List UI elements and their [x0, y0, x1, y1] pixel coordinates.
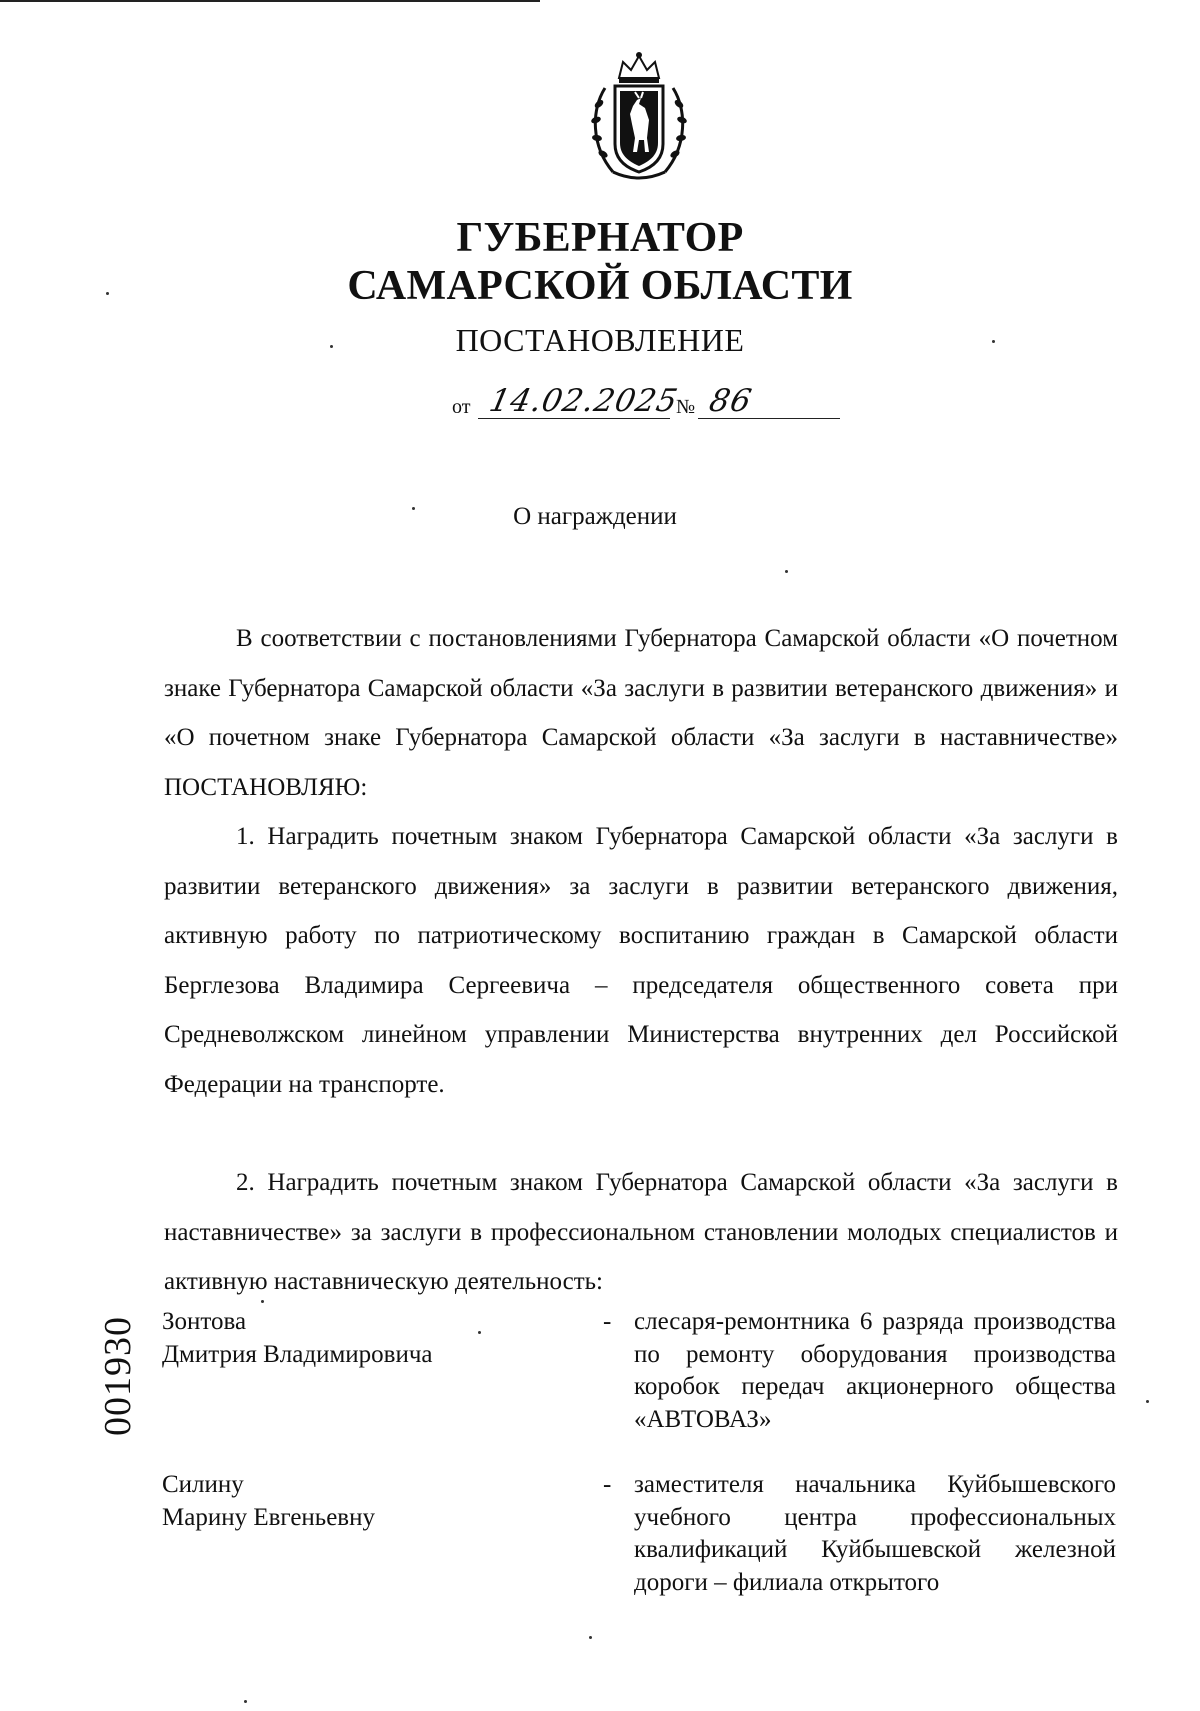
date-prefix: от [452, 396, 471, 418]
awardee-2-given-names: Марину Евгеньевну [162, 1503, 375, 1531]
document-type-title: ПОСТАНОВЛЕНИЕ [455, 322, 745, 358]
awardee-1-name [162, 1306, 582, 1371]
preamble-paragraph [164, 614, 1118, 812]
scan-top-edge-line [0, 0, 540, 2]
item-1-text: 1. Наградить почетным знаком Губернатора Самарской области «За заслуги в развитии ветеранского движения» за заслуги в развитии ветеранского движения, активную работу по патриотическому воспитанию граждан в Самарской области Берглезова Владимира Сергеевича – председателя общественного совета при Средневолжском линейном управлении Министерства внутренних дел Российской Федерации на транспорте. [164, 823, 1118, 1098]
handwritten-date: 14.02.2025 [486, 383, 682, 419]
margin-serial-stamp: 001930 [97, 1316, 139, 1436]
awardee-1-surname: Зонтова [162, 1308, 247, 1335]
scan-speck [589, 1636, 592, 1639]
organization-title-line-1: ГУБЕРНАТОР [456, 215, 744, 261]
scan-speck [330, 345, 333, 348]
awardee-1-given-names: Дмитрия Владимировича [162, 1340, 433, 1368]
organization-title-line-2: САМАРСКОЙ ОБЛАСТИ [347, 263, 853, 309]
date-field [478, 383, 682, 419]
awardee-2-position: заместителя начальника Куйбышевского учебного центра профессиональных квалификаций Куйбышевской железной дороги – филиала открытого [634, 1471, 1116, 1596]
scan-speck [261, 1300, 264, 1303]
handwritten-number: 86 [706, 383, 756, 419]
item-2-text: 2. Наградить почетным знаком Губернатора Самарской области «За заслуги в наставничестве» за заслуги в профессиональном становлении молодых специалистов и активную наставническую деятельность: [164, 1169, 1118, 1295]
samara-coat-of-arms-icon [583, 48, 695, 188]
scan-speck [244, 1700, 247, 1703]
document-subject: О награждении [513, 503, 677, 530]
preamble-text: В соответствии с постановлениями Губернатора Самарской области «О почетном знаке Губернатора Самарской области «За заслуги в развитии ветеранского движения» и «О почетном знаке Губернатора Самарской области «За заслуги в наставничестве» ПОСТАНОВЛЯЮ: [164, 625, 1118, 801]
scan-speck [478, 1331, 481, 1334]
awardee-1-position: слесаря-ремонтника 6 разряда производства по ремонту оборудования производства коробок передач акционерного общества «АВТОВАЗ» [634, 1308, 1116, 1433]
scan-speck [106, 292, 109, 295]
item-1-paragraph [164, 812, 1118, 1109]
awardee-2-name [162, 1469, 582, 1534]
number-prefix: № [676, 396, 696, 418]
scan-speck [785, 570, 788, 573]
awardee-2-surname: Силину [162, 1471, 244, 1498]
scan-speck [412, 507, 415, 510]
awardee-1-dash: - [603, 1308, 612, 1335]
item-2-paragraph [164, 1158, 1118, 1307]
scan-speck [992, 340, 995, 343]
number-field [698, 384, 840, 419]
awardee-2-dash: - [603, 1471, 612, 1498]
scan-speck [1146, 1400, 1149, 1403]
